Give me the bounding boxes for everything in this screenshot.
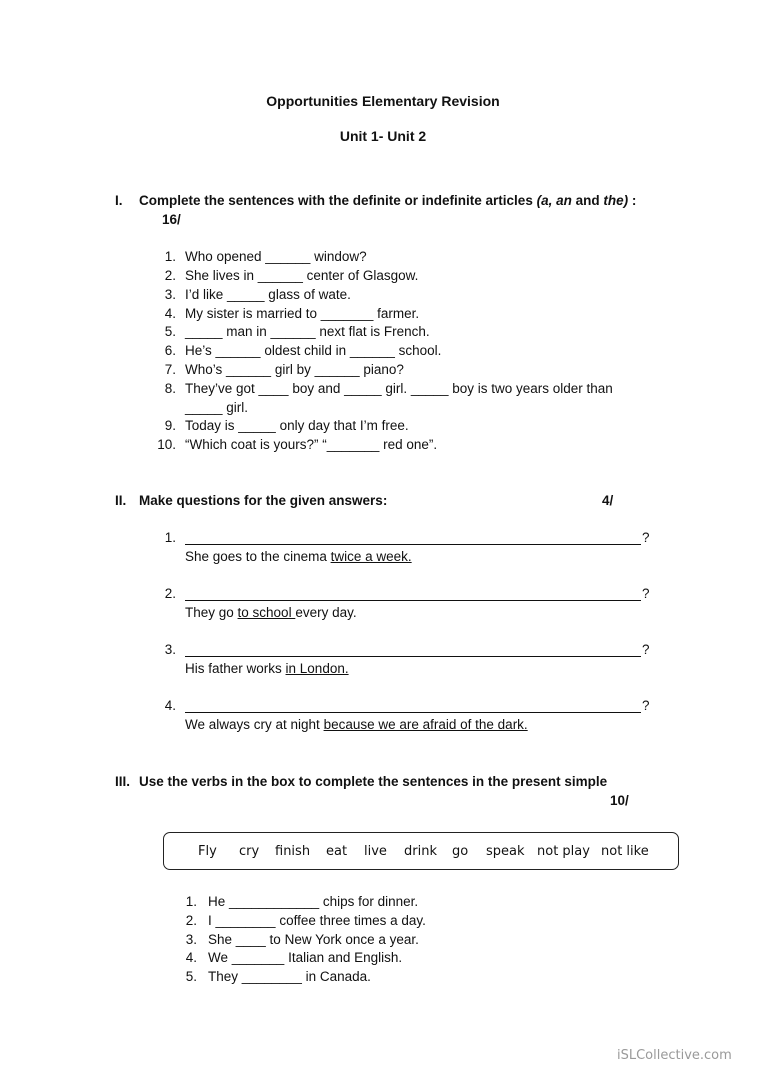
verb-option: not like <box>601 844 649 859</box>
question-number: 3. <box>164 642 176 657</box>
verb-option: finish <box>275 844 311 859</box>
section-3-score: 10/ <box>610 793 629 808</box>
question-text: Today is _____ only day that I’m free. <box>185 418 409 433</box>
question-number: 5. <box>164 324 176 339</box>
section-3-numeral: III. <box>115 774 131 789</box>
question-text: _____ man in ______ next flat is French. <box>185 324 430 339</box>
question-number: 3. <box>164 287 176 302</box>
section-1-numeral: I. <box>115 193 123 208</box>
question-text: I ________ coffee three times a day. <box>208 913 426 928</box>
question-number: 4. <box>185 950 197 965</box>
given-answer: She goes to the cinema twice a week. <box>185 549 412 564</box>
question-text: They ________ in Canada. <box>208 969 371 984</box>
section-1-score: 16/ <box>162 212 181 227</box>
answer-line[interactable] <box>185 656 641 657</box>
page-subtitle: Unit 1- Unit 2 <box>339 128 427 144</box>
verb-box <box>163 832 679 870</box>
question-number: 10. <box>157 437 176 452</box>
question-number: 2. <box>164 586 176 601</box>
question-text: My sister is married to _______ farmer. <box>185 306 420 321</box>
watermark: iSLCollective.com <box>617 1048 732 1063</box>
verb-option: go <box>452 844 469 859</box>
question-text: He’s ______ oldest child in ______ school. <box>185 343 442 358</box>
question-number: 8. <box>164 381 176 396</box>
question-mark: ? <box>642 642 650 657</box>
question-number: 2. <box>185 913 197 928</box>
question-text: Who opened ______ window? <box>185 249 367 264</box>
answer-line[interactable] <box>185 600 641 601</box>
question-text: _____ girl. <box>185 400 249 415</box>
question-text: She ____ to New York once a year. <box>208 932 419 947</box>
question-text: He ____________ chips for dinner. <box>208 894 419 909</box>
verb-option: Fly <box>198 844 217 859</box>
question-number: 4. <box>164 698 176 713</box>
question-text: I’d like _____ glass of wate. <box>185 287 351 302</box>
question-text: “Which coat is yours?” “_______ red one”. <box>185 437 438 452</box>
question-number: 3. <box>185 932 197 947</box>
question-text: Who’s ______ girl by ______ piano? <box>185 362 404 377</box>
given-answer: They go to school every day. <box>185 605 357 620</box>
question-mark: ? <box>642 530 650 545</box>
verb-option: speak <box>486 844 525 859</box>
question-number: 1. <box>164 530 176 545</box>
question-number: 2. <box>164 268 176 283</box>
question-text: She lives in ______ center of Glasgow. <box>185 268 419 283</box>
section-3-instruction: Use the verbs in the box to complete the sentences in the present simple <box>139 774 608 789</box>
section-1-instruction: Complete the sentences with the definite or indefinite articles (a, an and the) : <box>139 193 637 208</box>
question-mark: ? <box>642 586 650 601</box>
given-answer: His father works in London. <box>185 661 349 676</box>
question-number: 6. <box>164 343 176 358</box>
question-text: We _______ Italian and English. <box>208 950 403 965</box>
question-number: 7. <box>164 362 176 377</box>
verb-option: eat <box>326 844 348 859</box>
question-number: 1. <box>185 894 197 909</box>
verb-option: live <box>364 844 387 859</box>
question-number: 5. <box>185 969 197 984</box>
given-answer: We always cry at night because we are afraid of the dark. <box>185 717 528 732</box>
answer-line[interactable] <box>185 544 641 545</box>
verb-option: cry <box>239 844 260 859</box>
answer-line[interactable] <box>185 712 641 713</box>
verb-option: not play <box>537 844 590 859</box>
section-2-instruction: Make questions for the given answers: <box>139 493 388 508</box>
section-2-score: 4/ <box>602 493 614 508</box>
question-text: They’ve got ____ boy and _____ girl. _____ boy is two years older than <box>185 381 613 396</box>
question-number: 4. <box>164 306 176 321</box>
question-mark: ? <box>642 698 650 713</box>
verb-option: drink <box>404 844 437 859</box>
question-number: 9. <box>164 418 176 433</box>
section-2-numeral: II. <box>115 493 127 508</box>
page-title: Opportunities Elementary Revision <box>266 93 500 109</box>
question-number: 1. <box>164 249 176 264</box>
